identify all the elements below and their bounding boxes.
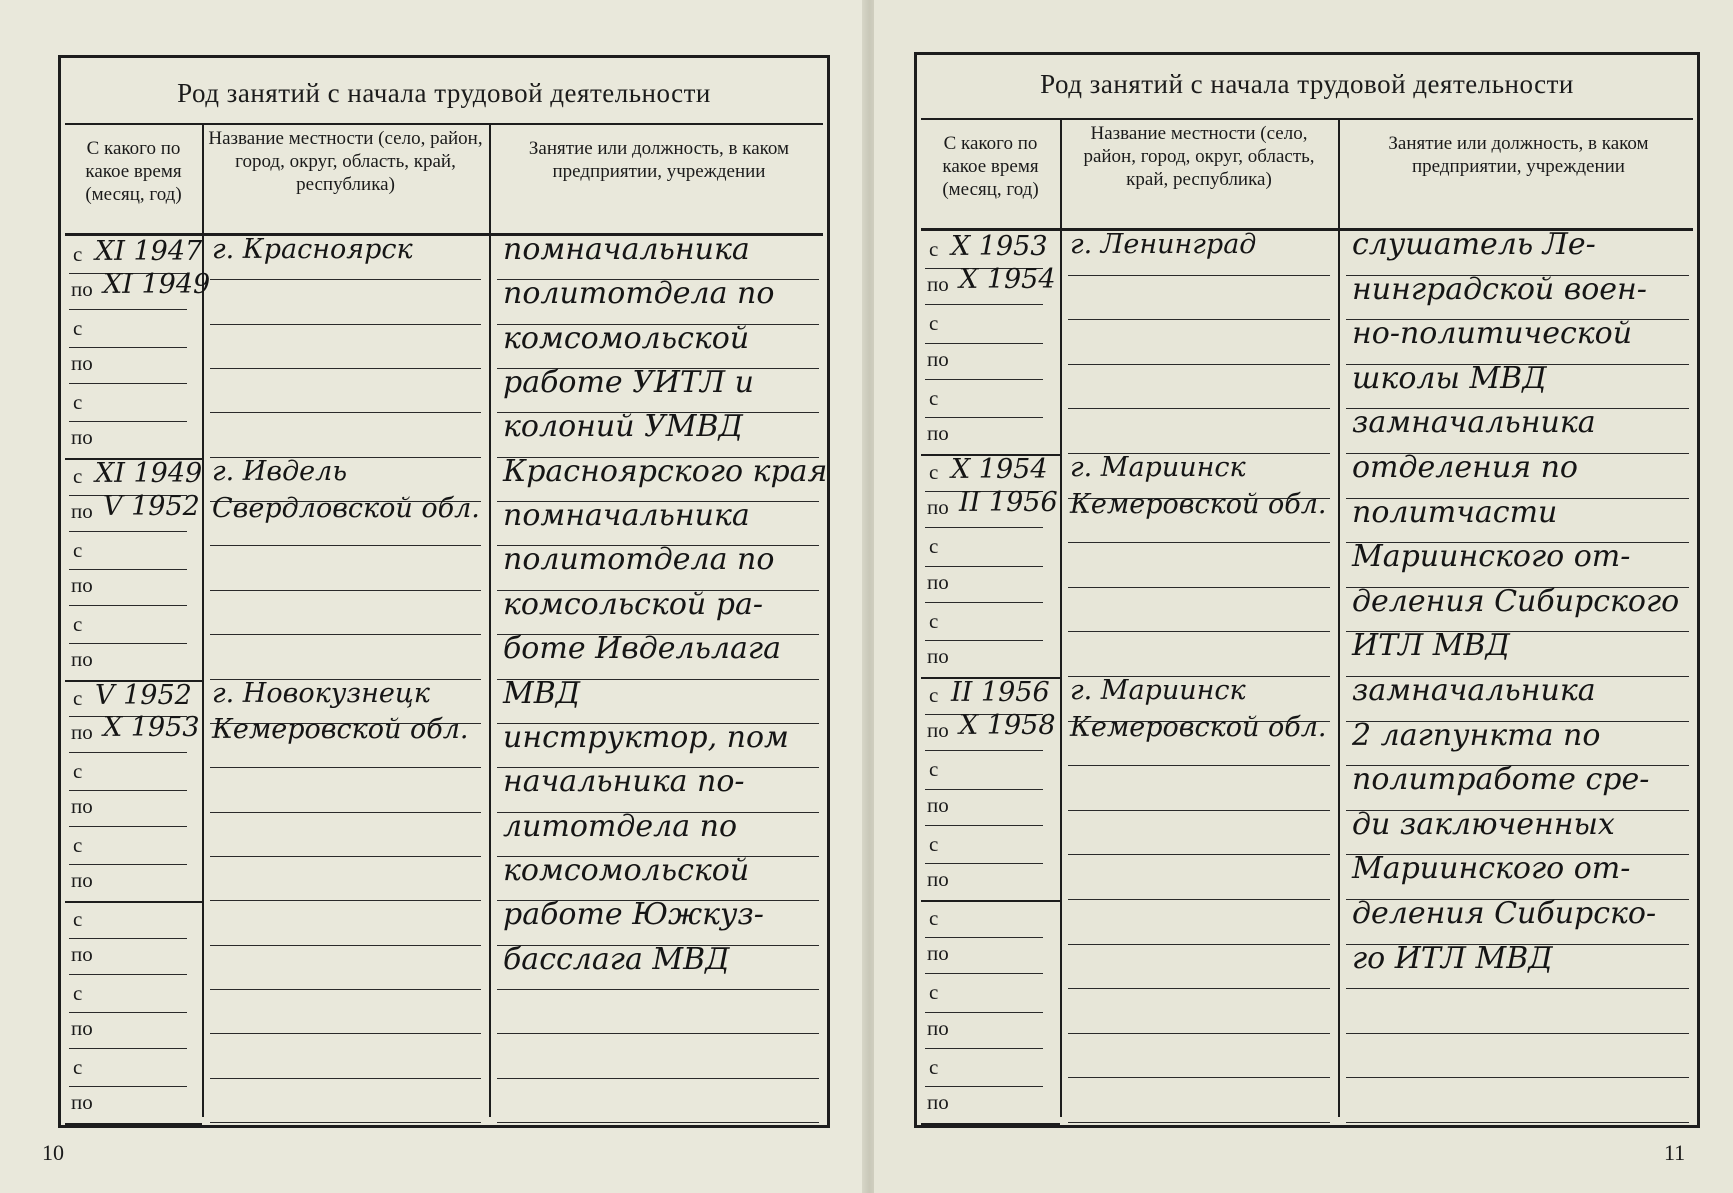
label-to: по xyxy=(927,569,949,594)
date-block-rule xyxy=(69,826,187,827)
date-block-rule xyxy=(69,1048,187,1049)
right-page xyxy=(874,0,1733,1193)
label-from: с xyxy=(73,759,83,784)
occupation-line: Красноярского края xyxy=(503,453,828,489)
label-from: с xyxy=(929,608,939,633)
label-from: с xyxy=(73,389,83,414)
place-rule xyxy=(210,324,481,325)
occupation-line: литотдела по xyxy=(503,808,738,844)
place-rule xyxy=(1068,1122,1330,1123)
entry-place: Кемеровской обл. xyxy=(1070,489,1327,521)
place-rule xyxy=(1068,1033,1330,1034)
date-mid-rule xyxy=(69,864,187,865)
header-occupation: Занятие или должность, в каком предприятии, учреждении xyxy=(1388,133,1649,177)
label-from: с xyxy=(73,1055,83,1080)
entry-from-date: X 1953 xyxy=(951,231,1048,262)
occupation-line: МВД xyxy=(503,675,581,711)
date-mid-rule xyxy=(925,1012,1043,1013)
period-block-line xyxy=(65,901,202,903)
occupation-rule xyxy=(1346,1033,1689,1034)
label-from: с xyxy=(929,1054,939,1079)
place-rule xyxy=(210,812,481,813)
label-to: по xyxy=(927,272,949,297)
entry-to-date: II 1956 xyxy=(959,487,1058,519)
label-to: по xyxy=(71,572,93,597)
date-block-rule xyxy=(925,973,1043,974)
occupation-line: политотдела по xyxy=(503,542,775,578)
entry-place: г. Красноярск xyxy=(212,234,413,265)
entry-place: г. Ивдель xyxy=(212,455,348,487)
label-to: по xyxy=(71,276,93,301)
label-to: по xyxy=(71,868,93,893)
entry-to-date: X 1954 xyxy=(959,264,1056,296)
occupation-line: школы МВД xyxy=(1352,360,1547,396)
table-frame xyxy=(914,52,1700,1128)
occupation-rule xyxy=(497,989,819,990)
occupation-rule xyxy=(1346,1122,1689,1123)
label-from: с xyxy=(929,757,939,782)
occupation-line: помначальника xyxy=(503,498,750,534)
label-to: по xyxy=(71,498,93,523)
entry-from-date: V 1952 xyxy=(95,679,192,711)
occupation-line: деления Сибирско- xyxy=(1352,896,1657,931)
header-place: Название местности (село, район, город, округ, область, край, республика) xyxy=(208,128,483,195)
label-from: с xyxy=(73,907,83,932)
date-block-rule xyxy=(925,602,1043,603)
date-mid-rule xyxy=(925,417,1043,418)
place-rule xyxy=(1068,275,1330,276)
date-mid-rule xyxy=(925,566,1043,567)
occupation-line: политчасти xyxy=(1352,494,1558,530)
label-from: с xyxy=(929,311,939,336)
place-rule xyxy=(210,945,481,946)
place-rule xyxy=(210,1033,481,1034)
place-rule xyxy=(210,412,481,413)
place-rule xyxy=(210,545,481,546)
date-block-rule xyxy=(925,750,1043,751)
label-from: с xyxy=(929,385,939,410)
label-to: по xyxy=(927,792,949,817)
occupation-line: 2 лагпункта по xyxy=(1352,717,1601,753)
entry-place: Свердловской обл. xyxy=(212,492,480,524)
date-block-rule xyxy=(69,974,187,975)
occupation-line: помначальника xyxy=(503,232,750,267)
occupation-line: Мариинского от- xyxy=(1352,539,1631,575)
header-period: С какого по какое время (месяц, год) xyxy=(85,138,182,205)
place-rule xyxy=(210,856,481,857)
place-rule xyxy=(210,989,481,990)
place-rule xyxy=(1068,944,1330,945)
date-mid-rule xyxy=(69,1086,187,1087)
occupation-line: нинградской воен- xyxy=(1352,271,1647,307)
place-rule xyxy=(1068,765,1330,766)
place-rule xyxy=(210,590,481,591)
label-from: с xyxy=(73,981,83,1006)
header-period: С какого по какое время (месяц, год) xyxy=(942,133,1039,200)
label-to: по xyxy=(71,720,93,745)
entry-place: г. Ленинград xyxy=(1070,229,1257,260)
entry-to-date: X 1953 xyxy=(103,712,200,744)
place-rule xyxy=(210,1122,481,1123)
date-mid-rule xyxy=(925,640,1043,641)
place-rule xyxy=(1068,1077,1330,1078)
page-number: 11 xyxy=(1664,1140,1686,1165)
entry-place: Кемеровской обл. xyxy=(1070,712,1327,744)
column-divider-2 xyxy=(489,123,491,1117)
occupation-line: работе УИТЛ и xyxy=(503,365,754,401)
entry-from-date: II 1956 xyxy=(951,677,1050,708)
entry-from-date: XI 1947 xyxy=(95,236,203,267)
occupation-line: замначальника xyxy=(1352,673,1596,708)
date-mid-rule xyxy=(69,1012,187,1013)
header-place: Название местности (село, район, город, округ, область, край, республика) xyxy=(1083,123,1315,190)
occupation-line: Мариинского от- xyxy=(1352,851,1631,887)
label-from: с xyxy=(929,683,939,707)
period-block-line xyxy=(921,900,1060,902)
date-mid-rule xyxy=(925,1086,1043,1087)
place-rule xyxy=(210,634,481,635)
entry-place: г. Новокузнецк xyxy=(212,677,430,709)
occupation-line: го ИТЛ МВД xyxy=(1352,940,1553,976)
label-to: по xyxy=(71,794,93,819)
period-block-line xyxy=(921,1123,1060,1125)
header-top-line xyxy=(921,118,1693,120)
label-to: по xyxy=(927,866,949,891)
label-to: по xyxy=(927,420,949,445)
date-block-rule xyxy=(925,304,1043,305)
date-block-rule xyxy=(925,1048,1043,1049)
entry-to-date: XI 1949 xyxy=(103,268,211,300)
label-from: с xyxy=(929,534,939,559)
date-block-rule xyxy=(69,752,187,753)
label-to: по xyxy=(71,646,93,671)
label-to: по xyxy=(71,424,93,449)
column-divider-1 xyxy=(1060,118,1062,1117)
label-to: по xyxy=(927,643,949,668)
label-to: по xyxy=(71,350,93,375)
date-block-rule xyxy=(925,379,1043,380)
occupation-line: ди заключенных xyxy=(1352,806,1615,842)
label-to: по xyxy=(927,718,949,743)
column-divider-2 xyxy=(1338,118,1340,1117)
date-mid-rule xyxy=(69,790,187,791)
entry-place: г. Мариинск xyxy=(1070,675,1246,706)
place-rule xyxy=(1068,364,1330,365)
date-mid-rule xyxy=(69,421,187,422)
place-rule xyxy=(1068,631,1330,632)
occupation-line: работе Южкуз- xyxy=(503,897,764,933)
table-frame xyxy=(58,55,830,1128)
header-top-line xyxy=(65,123,823,125)
label-from: с xyxy=(73,463,83,488)
occupation-rule xyxy=(1346,988,1689,989)
date-block-rule xyxy=(69,531,187,532)
label-from: с xyxy=(73,611,83,636)
label-from: с xyxy=(73,242,83,266)
occupation-rule xyxy=(497,1078,819,1079)
page-number: 10 xyxy=(42,1140,64,1165)
occupation-line: колоний УМВД xyxy=(503,409,743,445)
period-block-line xyxy=(65,1123,202,1125)
label-from: с xyxy=(929,460,939,484)
occupation-line: политработе сре- xyxy=(1352,762,1650,798)
page-title: Род занятий с начала трудовой деятельности xyxy=(1040,69,1574,99)
entry-to-date: V 1952 xyxy=(103,490,200,522)
label-from: с xyxy=(73,315,83,340)
label-to: по xyxy=(927,1015,949,1040)
occupation-line: комсомольской xyxy=(503,320,750,356)
occupation-rule xyxy=(497,1033,819,1034)
occupation-rule xyxy=(497,1122,819,1123)
date-block-rule xyxy=(925,527,1043,528)
place-rule xyxy=(1068,587,1330,588)
place-rule xyxy=(1068,542,1330,543)
occupation-line: отделения по xyxy=(1352,450,1578,485)
date-mid-rule xyxy=(69,643,187,644)
date-block-rule xyxy=(925,825,1043,826)
place-rule xyxy=(1068,854,1330,855)
label-from: с xyxy=(73,685,83,710)
place-rule xyxy=(210,1078,481,1079)
date-mid-rule xyxy=(69,347,187,348)
label-from: с xyxy=(73,537,83,562)
label-from: с xyxy=(73,833,83,858)
occupation-rule xyxy=(1346,1077,1689,1078)
occupation-line: комсольской ра- xyxy=(503,586,764,622)
date-block-rule xyxy=(69,605,187,606)
date-mid-rule xyxy=(925,343,1043,344)
label-to: по xyxy=(71,1016,93,1041)
place-rule xyxy=(1068,408,1330,409)
occupation-line: замначальника xyxy=(1352,405,1596,441)
place-rule xyxy=(1068,319,1330,320)
entry-from-date: X 1954 xyxy=(951,454,1048,485)
occupation-line: начальника по- xyxy=(503,764,745,800)
date-block-rule xyxy=(69,309,187,310)
date-mid-rule xyxy=(925,863,1043,864)
label-from: с xyxy=(929,237,939,261)
label-from: с xyxy=(929,831,939,856)
occupation-line: деления Сибирского xyxy=(1352,583,1680,619)
entry-to-date: X 1958 xyxy=(959,710,1056,742)
label-from: с xyxy=(929,906,939,930)
place-rule xyxy=(210,900,481,901)
label-to: по xyxy=(927,495,949,520)
place-rule xyxy=(210,368,481,369)
page-title: Род занятий с начала трудовой деятельности xyxy=(177,78,711,108)
label-to: по xyxy=(927,1089,949,1114)
date-mid-rule xyxy=(69,938,187,939)
label-to: по xyxy=(927,941,949,966)
occupation-line: басслага МВД xyxy=(503,941,730,977)
place-rule xyxy=(1068,810,1330,811)
entry-place: г. Мариинск xyxy=(1070,452,1246,483)
label-to: по xyxy=(71,942,93,967)
occupation-line: ИТЛ МВД xyxy=(1352,628,1510,664)
date-mid-rule xyxy=(69,569,187,570)
entry-from-date: XI 1949 xyxy=(95,457,203,489)
date-mid-rule xyxy=(925,789,1043,790)
label-to: по xyxy=(71,1090,93,1115)
place-rule xyxy=(210,767,481,768)
occupation-line: политотдела по xyxy=(503,276,775,312)
occupation-line: слушатель Ле- xyxy=(1352,227,1596,262)
place-rule xyxy=(210,279,481,280)
label-from: с xyxy=(929,980,939,1005)
left-page xyxy=(0,0,866,1193)
occupation-line: но-политической xyxy=(1352,316,1633,352)
date-block-rule xyxy=(69,383,187,384)
place-rule xyxy=(1068,899,1330,900)
occupation-line: инструктор, пом xyxy=(503,719,789,755)
occupation-line: комсомольской xyxy=(503,852,750,888)
entry-place: Кемеровской обл. xyxy=(212,714,469,746)
date-mid-rule xyxy=(925,937,1043,938)
place-rule xyxy=(1068,988,1330,989)
header-occupation: Занятие или должность, в каком предприятии, учреждении xyxy=(528,138,790,182)
occupation-line: боте Ивдельлага xyxy=(503,631,781,667)
label-to: по xyxy=(927,346,949,371)
